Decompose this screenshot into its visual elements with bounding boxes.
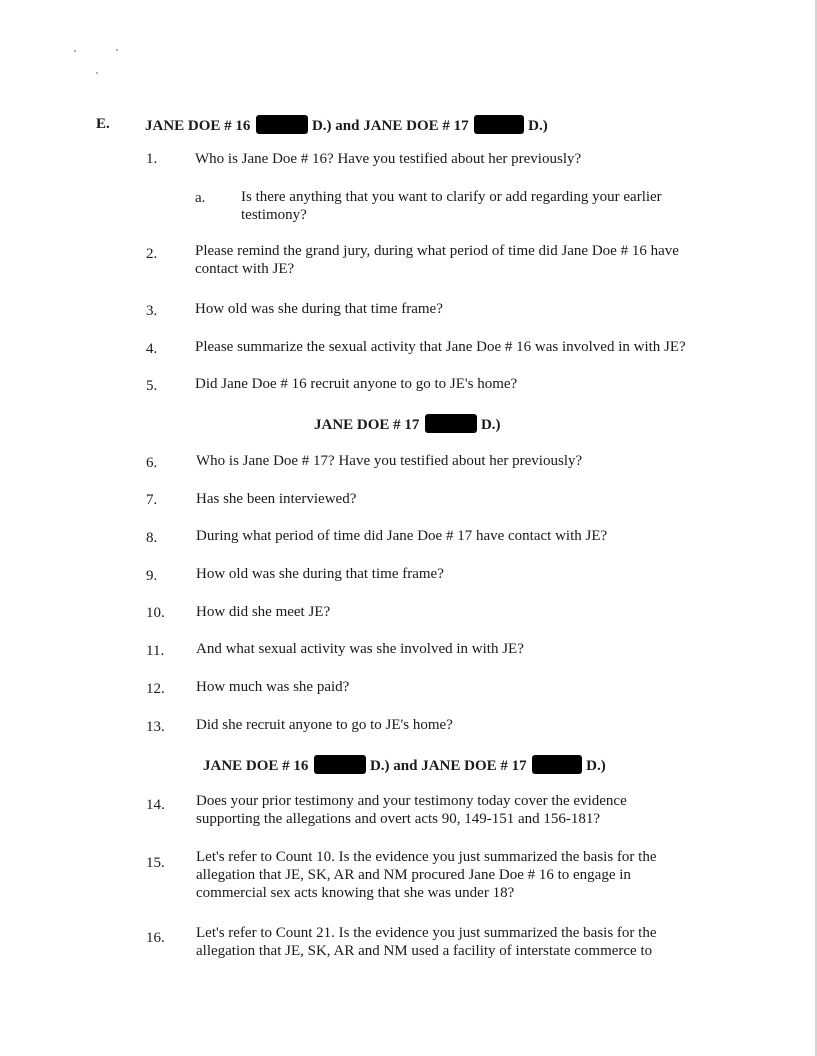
item-text: supporting the allegations and overt acts 90, 149-151 and 156-181? <box>196 811 601 827</box>
item-number: 5. <box>146 378 158 394</box>
redaction-bar <box>256 115 308 134</box>
item-text: Has she been interviewed? <box>196 491 357 507</box>
section-heading <box>145 115 548 135</box>
item-number: 4. <box>146 341 158 357</box>
item-number: 6. <box>146 455 158 471</box>
scan-speck <box>96 72 98 74</box>
item-number: 11. <box>146 643 165 659</box>
item-text: During what period of time did Jane Doe # 17 have contact with JE? <box>196 528 608 544</box>
item-text: allegation that JE, SK, AR and NM used a facility of interstate commerce to <box>196 943 653 959</box>
item-text: commercial sex acts knowing that she was under 18? <box>196 885 515 901</box>
item-number: 14. <box>146 797 165 813</box>
item-text: Let's refer to Count 21. Is the evidence you just summarized the basis for the <box>196 925 657 941</box>
subitem-letter: a. <box>195 190 206 206</box>
item-number: 8. <box>146 530 158 546</box>
redaction-bar <box>425 414 477 433</box>
item-text: How did she meet JE? <box>196 604 331 620</box>
item-text: Did she recruit anyone to go to JE's home? <box>196 717 453 733</box>
item-number: 7. <box>146 492 158 508</box>
item-number: 3. <box>146 303 158 319</box>
item-text: testimony? <box>241 207 307 223</box>
redaction-bar <box>314 755 366 774</box>
subheading-close: D.) <box>586 758 606 774</box>
item-number: 16. <box>146 930 165 946</box>
item-number: 15. <box>146 855 165 871</box>
heading-jane-doe-16: JANE DOE # 16 <box>145 118 251 134</box>
item-text: Please summarize the sexual activity that Jane Doe # 16 was involved in with JE? <box>195 339 686 355</box>
item-text: Let's refer to Count 10. Is the evidence you just summarized the basis for the <box>196 849 657 865</box>
item-number: 2. <box>146 246 158 262</box>
redaction-bar <box>474 115 524 134</box>
scan-speck <box>116 49 118 51</box>
redaction-bar <box>532 755 582 774</box>
heading-close: D.) <box>528 118 548 134</box>
subheading-jane-doe-17 <box>314 414 501 434</box>
item-text: allegation that JE, SK, AR and NM procured Jane Doe # 16 to engage in <box>196 867 631 883</box>
subheading-close: D.) <box>480 417 501 433</box>
subheading-and-jane-doe-17: D.) and JANE DOE # 17 <box>369 758 527 774</box>
item-number: 10. <box>146 605 165 621</box>
item-text: Who is Jane Doe # 17? Have you testified about her previously? <box>196 453 583 469</box>
heading-and-jane-doe-17: D.) and JANE DOE # 17 <box>311 118 469 134</box>
item-text: How much was she paid? <box>196 679 350 695</box>
item-number: 9. <box>146 568 158 584</box>
scan-speck <box>74 50 76 52</box>
item-text: How old was she during that time frame? <box>195 301 443 317</box>
item-number: 1. <box>146 151 158 167</box>
item-number: 13. <box>146 719 165 735</box>
item-text: Please remind the grand jury, during what period of time did Jane Doe # 16 have <box>195 243 679 259</box>
item-text: contact with JE? <box>195 261 295 277</box>
subheading-label: JANE DOE # 17 <box>314 417 420 433</box>
item-number: 12. <box>146 681 165 697</box>
item-text: How old was she during that time frame? <box>196 566 444 582</box>
subheading-jane-doe-16-and-17 <box>203 755 606 775</box>
item-text: Did Jane Doe # 16 recruit anyone to go to JE's home? <box>195 376 518 392</box>
subheading-label: JANE DOE # 16 <box>203 758 309 774</box>
item-text: And what sexual activity was she involved in with JE? <box>196 641 524 657</box>
item-text: Is there anything that you want to clarify or add regarding your earlier <box>241 189 662 205</box>
item-text: Does your prior testimony and your testimony today cover the evidence <box>196 793 627 809</box>
item-text: Who is Jane Doe # 16? Have you testified about her previously? <box>195 151 582 167</box>
section-letter: E. <box>96 116 110 132</box>
